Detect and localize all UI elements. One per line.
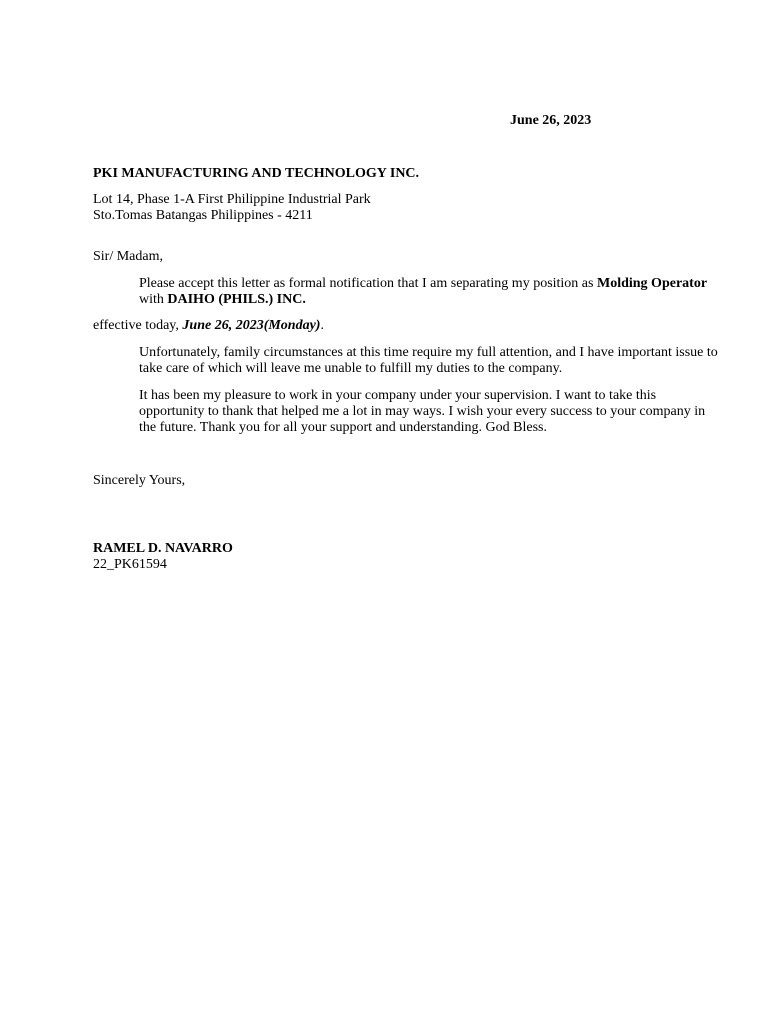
effective-date: June 26, 2023(Monday)	[182, 318, 321, 333]
salutation: Sir/ Madam,	[93, 249, 163, 264]
paragraph-thanks: It has been my pleasure to work in your company under your supervision. I want to take this opportunity to thank that helped me a lot in may ways. I wish your every success to your company in the future. Thank you for all your support and understanding. God Bless.	[139, 388, 706, 435]
paragraph-reason: Unfortunately, family circumstances at this time require my full attention, and I have important issue to take care of which will leave me unable to fulfill my duties to the company.	[139, 345, 718, 376]
signature-employee-id: 22_PK61594	[93, 557, 167, 572]
paragraph-notification	[93, 276, 719, 308]
address-line-2: Sto.Tomas Batangas Philippines - 4211	[93, 208, 313, 223]
address-line-1: Lot 14, Phase 1-A First Philippine Industrial Park	[93, 192, 371, 207]
effective-period: .	[320, 318, 324, 333]
signature-name: RAMEL D. NAVARRO	[93, 541, 233, 556]
paragraph-effective	[93, 318, 673, 334]
recipient-address	[93, 192, 371, 224]
job-position: Molding Operator	[596, 276, 708, 291]
letter-date: June 26, 2023	[510, 113, 592, 128]
paragraph-with-text: with	[139, 292, 168, 307]
closing: Sincerely Yours,	[93, 473, 186, 488]
recipient-company: PKI MANUFACTURING AND TECHNOLOGY INC.	[93, 166, 420, 181]
paragraph-notification-text: Please accept this letter as formal notification that I am separating my position as	[139, 276, 597, 291]
employer-name: DAIHO (PHILS.) INC.	[167, 292, 306, 307]
effective-text: effective today,	[93, 318, 183, 333]
